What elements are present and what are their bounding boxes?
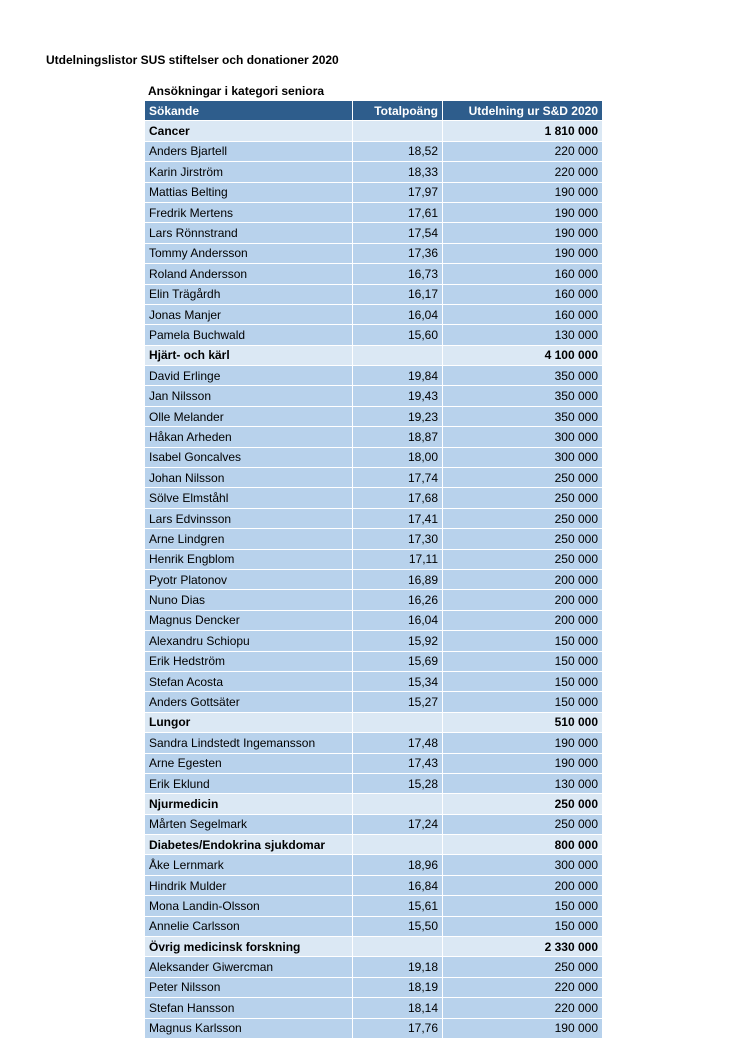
table-row xyxy=(145,549,603,569)
allocation-amount: 200 000 xyxy=(443,610,603,630)
applicant-name: Pamela Buchwald xyxy=(145,325,353,345)
applicant-name: Tommy Andersson xyxy=(145,243,353,263)
allocation-amount: 300 000 xyxy=(443,427,603,447)
applicant-name: Lars Rönnstrand xyxy=(145,223,353,243)
applicant-name: Arne Lindgren xyxy=(145,529,353,549)
category-score-empty xyxy=(353,835,443,855)
applicant-name: Mårten Segelmark xyxy=(145,814,353,834)
applicant-name: Åke Lernmark xyxy=(145,855,353,875)
allocation-amount: 130 000 xyxy=(443,773,603,793)
applicant-name: Mattias Belting xyxy=(145,182,353,202)
applicant-name: Olle Melander xyxy=(145,406,353,426)
applicant-name: Hindrik Mulder xyxy=(145,875,353,895)
allocation-amount: 150 000 xyxy=(443,671,603,691)
allocation-amount: 200 000 xyxy=(443,875,603,895)
total-score: 15,60 xyxy=(353,325,443,345)
total-score: 17,76 xyxy=(353,1018,443,1038)
total-score: 17,97 xyxy=(353,182,443,202)
applicant-name: Anders Gottsäter xyxy=(145,692,353,712)
total-score: 18,00 xyxy=(353,447,443,467)
applicant-name: Henrik Engblom xyxy=(145,549,353,569)
table-row xyxy=(145,325,603,345)
total-score: 16,26 xyxy=(353,590,443,610)
table-row xyxy=(145,406,603,426)
applicant-name: Arne Egesten xyxy=(145,753,353,773)
category-total: 1 810 000 xyxy=(443,121,603,141)
table-row xyxy=(145,243,603,263)
allocation-amount: 160 000 xyxy=(443,264,603,284)
total-score: 15,50 xyxy=(353,916,443,936)
allocation-amount: 160 000 xyxy=(443,304,603,324)
total-score: 15,92 xyxy=(353,631,443,651)
table-row xyxy=(145,1018,603,1038)
total-score: 15,69 xyxy=(353,651,443,671)
allocation-amount: 150 000 xyxy=(443,651,603,671)
total-score: 19,18 xyxy=(353,957,443,977)
table-row xyxy=(145,386,603,406)
applicant-name: Aleksander Giwercman xyxy=(145,957,353,977)
applicant-name: Håkan Arheden xyxy=(145,427,353,447)
applicant-name: Jonas Manjer xyxy=(145,304,353,324)
applicant-name: Lars Edvinsson xyxy=(145,508,353,528)
table-row xyxy=(145,671,603,691)
allocation-amount: 150 000 xyxy=(443,692,603,712)
total-score: 17,74 xyxy=(353,468,443,488)
total-score: 17,41 xyxy=(353,508,443,528)
allocation-amount: 190 000 xyxy=(443,202,603,222)
table-row xyxy=(145,162,603,182)
applicant-name: Isabel Goncalves xyxy=(145,447,353,467)
total-score: 16,73 xyxy=(353,264,443,284)
allocation-amount: 300 000 xyxy=(443,855,603,875)
table-row xyxy=(145,692,603,712)
category-row xyxy=(145,121,603,141)
table-row xyxy=(145,182,603,202)
allocation-amount: 350 000 xyxy=(443,386,603,406)
category-row xyxy=(145,794,603,814)
category-score-empty xyxy=(353,794,443,814)
allocation-amount: 190 000 xyxy=(443,243,603,263)
applicant-name: Anders Bjartell xyxy=(145,141,353,161)
allocation-amount: 150 000 xyxy=(443,916,603,936)
category-row xyxy=(145,345,603,365)
total-score: 15,28 xyxy=(353,773,443,793)
applicant-name: Karin Jirström xyxy=(145,162,353,182)
table-row xyxy=(145,427,603,447)
total-score: 15,27 xyxy=(353,692,443,712)
allocation-amount: 220 000 xyxy=(443,977,603,997)
table-row xyxy=(145,366,603,386)
total-score: 16,17 xyxy=(353,284,443,304)
allocation-amount: 350 000 xyxy=(443,406,603,426)
allocation-amount: 190 000 xyxy=(443,1018,603,1038)
allocation-amount: 150 000 xyxy=(443,896,603,916)
total-score: 17,61 xyxy=(353,202,443,222)
applicant-name: Nuno Dias xyxy=(145,590,353,610)
allocation-amount: 160 000 xyxy=(443,284,603,304)
total-score: 16,04 xyxy=(353,304,443,324)
allocation-amount: 350 000 xyxy=(443,366,603,386)
header-allocation: Utdelning ur S&D 2020 xyxy=(443,101,603,121)
section-title: Ansökningar i kategori seniora xyxy=(148,84,325,98)
total-score: 18,96 xyxy=(353,855,443,875)
allocation-amount: 220 000 xyxy=(443,998,603,1018)
applicant-name: Elin Trägårdh xyxy=(145,284,353,304)
total-score: 17,48 xyxy=(353,733,443,753)
total-score: 15,34 xyxy=(353,671,443,691)
allocation-amount: 250 000 xyxy=(443,529,603,549)
allocation-amount: 250 000 xyxy=(443,957,603,977)
table-row xyxy=(145,284,603,304)
table-row xyxy=(145,896,603,916)
allocation-amount: 190 000 xyxy=(443,753,603,773)
category-row xyxy=(145,835,603,855)
category-total: 510 000 xyxy=(443,712,603,732)
total-score: 19,23 xyxy=(353,406,443,426)
category-name: Cancer xyxy=(145,121,353,141)
allocation-amount: 190 000 xyxy=(443,182,603,202)
total-score: 17,24 xyxy=(353,814,443,834)
allocation-amount: 250 000 xyxy=(443,549,603,569)
table-row xyxy=(145,569,603,589)
applicant-name: Magnus Karlsson xyxy=(145,1018,353,1038)
category-name: Lungor xyxy=(145,712,353,732)
total-score: 18,14 xyxy=(353,998,443,1018)
table-row xyxy=(145,590,603,610)
allocation-amount: 250 000 xyxy=(443,814,603,834)
category-name: Njurmedicin xyxy=(145,794,353,814)
header-applicant: Sökande xyxy=(145,101,353,121)
category-name: Hjärt- och kärl xyxy=(145,345,353,365)
applicant-name: Magnus Dencker xyxy=(145,610,353,630)
allocation-amount: 300 000 xyxy=(443,447,603,467)
table-row xyxy=(145,651,603,671)
table-row xyxy=(145,631,603,651)
total-score: 17,30 xyxy=(353,529,443,549)
total-score: 16,04 xyxy=(353,610,443,630)
applicant-name: Roland Andersson xyxy=(145,264,353,284)
category-score-empty xyxy=(353,937,443,957)
total-score: 17,43 xyxy=(353,753,443,773)
header-total-score: Totalpoäng xyxy=(353,101,443,121)
allocation-amount: 250 000 xyxy=(443,488,603,508)
table-row xyxy=(145,977,603,997)
applicant-name: Mona Landin-Olsson xyxy=(145,896,353,916)
applicant-name: Annelie Carlsson xyxy=(145,916,353,936)
category-score-empty xyxy=(353,345,443,365)
table-row xyxy=(145,773,603,793)
total-score: 17,11 xyxy=(353,549,443,569)
table-row xyxy=(145,304,603,324)
table-row xyxy=(145,998,603,1018)
table-row xyxy=(145,733,603,753)
category-row xyxy=(145,937,603,957)
allocation-amount: 190 000 xyxy=(443,733,603,753)
total-score: 17,54 xyxy=(353,223,443,243)
allocation-amount: 190 000 xyxy=(443,223,603,243)
allocation-amount: 250 000 xyxy=(443,508,603,528)
total-score: 19,84 xyxy=(353,366,443,386)
allocation-amount: 130 000 xyxy=(443,325,603,345)
applicant-name: Stefan Acosta xyxy=(145,671,353,691)
category-score-empty xyxy=(353,121,443,141)
applicant-name: Pyotr Platonov xyxy=(145,569,353,589)
table-row xyxy=(145,814,603,834)
table-row xyxy=(145,508,603,528)
category-row xyxy=(145,712,603,732)
applicant-name: Johan Nilsson xyxy=(145,468,353,488)
table-row xyxy=(145,447,603,467)
table-row xyxy=(145,916,603,936)
total-score: 18,87 xyxy=(353,427,443,447)
table-body xyxy=(145,121,603,1039)
table-row xyxy=(145,855,603,875)
applicant-name: Sandra Lindstedt Ingemansson xyxy=(145,733,353,753)
allocation-amount: 250 000 xyxy=(443,468,603,488)
table-row xyxy=(145,223,603,243)
applicant-name: Fredrik Mertens xyxy=(145,202,353,222)
category-name: Diabetes/Endokrina sjukdomar xyxy=(145,835,353,855)
table-row xyxy=(145,468,603,488)
total-score: 18,33 xyxy=(353,162,443,182)
category-score-empty xyxy=(353,712,443,732)
applicant-name: David Erlinge xyxy=(145,366,353,386)
table-row xyxy=(145,488,603,508)
total-score: 17,36 xyxy=(353,243,443,263)
category-total: 250 000 xyxy=(443,794,603,814)
allocation-amount: 220 000 xyxy=(443,162,603,182)
category-name: Övrig medicinsk forskning xyxy=(145,937,353,957)
table-header-row xyxy=(145,101,603,121)
table-row xyxy=(145,529,603,549)
table-row xyxy=(145,141,603,161)
allocation-amount: 200 000 xyxy=(443,590,603,610)
table-row xyxy=(145,753,603,773)
table-row xyxy=(145,957,603,977)
total-score: 18,19 xyxy=(353,977,443,997)
table-row xyxy=(145,610,603,630)
applicant-name: Alexandru Schiopu xyxy=(145,631,353,651)
allocation-amount: 200 000 xyxy=(443,569,603,589)
total-score: 18,52 xyxy=(353,141,443,161)
category-total: 2 330 000 xyxy=(443,937,603,957)
applicant-name: Jan Nilsson xyxy=(145,386,353,406)
document-title: Utdelningslistor SUS stiftelser och donationer 2020 xyxy=(46,53,339,67)
category-total: 4 100 000 xyxy=(443,345,603,365)
applicant-name: Peter Nilsson xyxy=(145,977,353,997)
table-row xyxy=(145,202,603,222)
applicant-name: Stefan Hansson xyxy=(145,998,353,1018)
total-score: 17,68 xyxy=(353,488,443,508)
total-score: 15,61 xyxy=(353,896,443,916)
total-score: 16,84 xyxy=(353,875,443,895)
total-score: 19,43 xyxy=(353,386,443,406)
applicant-name: Erik Eklund xyxy=(145,773,353,793)
allocation-table xyxy=(144,100,603,1039)
allocation-amount: 150 000 xyxy=(443,631,603,651)
total-score: 16,89 xyxy=(353,569,443,589)
category-total: 800 000 xyxy=(443,835,603,855)
table-row xyxy=(145,264,603,284)
table-row xyxy=(145,875,603,895)
allocation-amount: 220 000 xyxy=(443,141,603,161)
applicant-name: Erik Hedström xyxy=(145,651,353,671)
applicant-name: Sölve Elmståhl xyxy=(145,488,353,508)
